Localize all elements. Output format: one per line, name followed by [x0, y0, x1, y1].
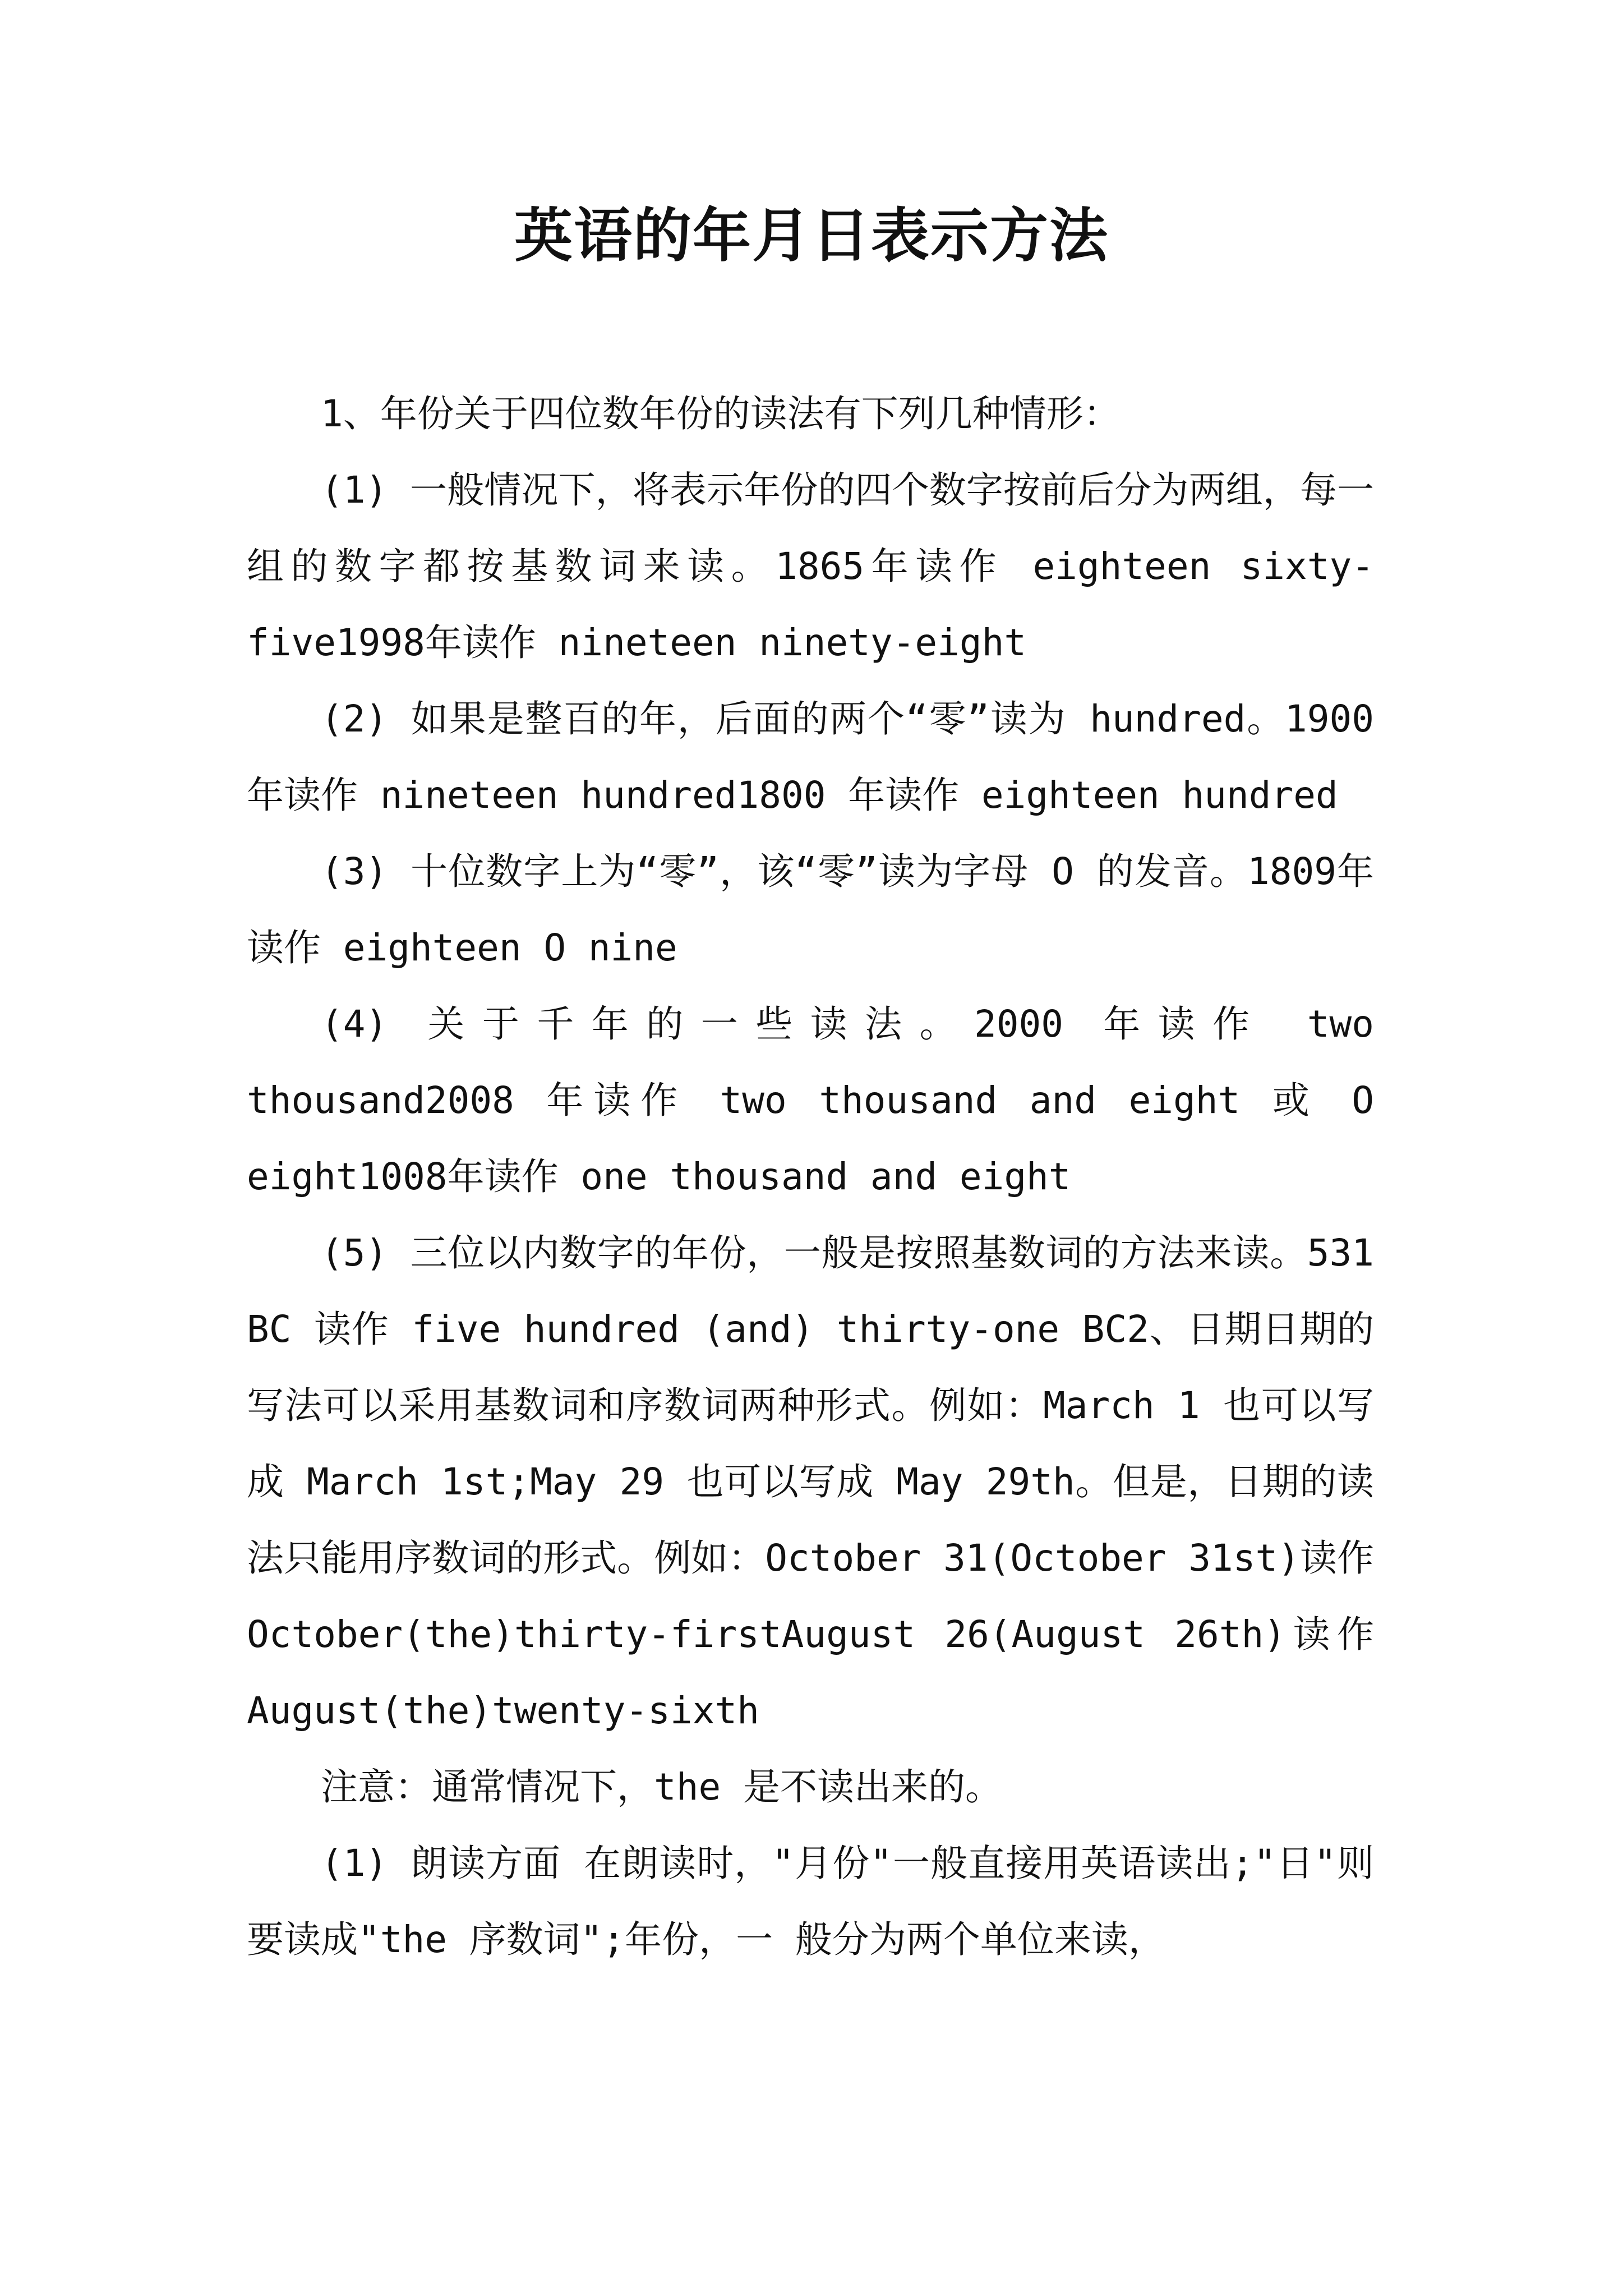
document-title: 英语的年月日表示方法: [514, 201, 1109, 270]
paragraph-year-rule-5-and-dates: (5) 三位以内数字的年份，一般是按照基数词的方法来读。531 BC 读作 five hundred (and) thirty-one BC2、日期日期的写法可以采用基数词和序数词两种形式。例如：March 1 也可以写成 March 1st;May 29 也可以写成 May 29th。但是，日期的读法只能用序数词的形式。例如：October 31(October 31st)读作 October(the)thirty-firstAugust 26(August 26th)读作 August(the)twenty-sixth: [247, 1231, 1374, 1732]
paragraph-reading-rule-1: (1) 朗读方面 在朗读时，"月份"一般直接用英语读出;"日"则要读成"the 序数词";年份，一 般分为两个单位来读，: [247, 1842, 1374, 1961]
paragraph-year-rule-4: (4) 关于千年的一些读法。2000 年读作 two thousand2008 年读作 two thousand and eight 或 O eight1008年读作 one thousand and eight: [247, 1002, 1374, 1198]
paragraph-note: 注意：通常情况下，the 是不读出来的。: [321, 1765, 1002, 1809]
paragraph-year-intro: 1、年份关于四位数年份的读法有下列几种情形：: [321, 392, 1121, 435]
document-body: [247, 376, 1374, 1978]
paragraph-year-rule-1: (1) 一般情况下，将表示年份的四个数字按前后分为两组，每一组的数字都按基数词来读。1865年读作 eighteen sixty-five1998年读作 nineteen ninety-eight: [247, 468, 1374, 664]
paragraph-year-rule-3: (3) 十位数字上为“零”，该“零”读为字母 O 的发音。1809年读作 eighteen O nine: [247, 850, 1374, 969]
paragraph-year-rule-2: (2) 如果是整百的年，后面的两个“零”读为 hundred。1900 年读作 nineteen hundred1800 年读作 eighteen hundred: [247, 697, 1374, 817]
